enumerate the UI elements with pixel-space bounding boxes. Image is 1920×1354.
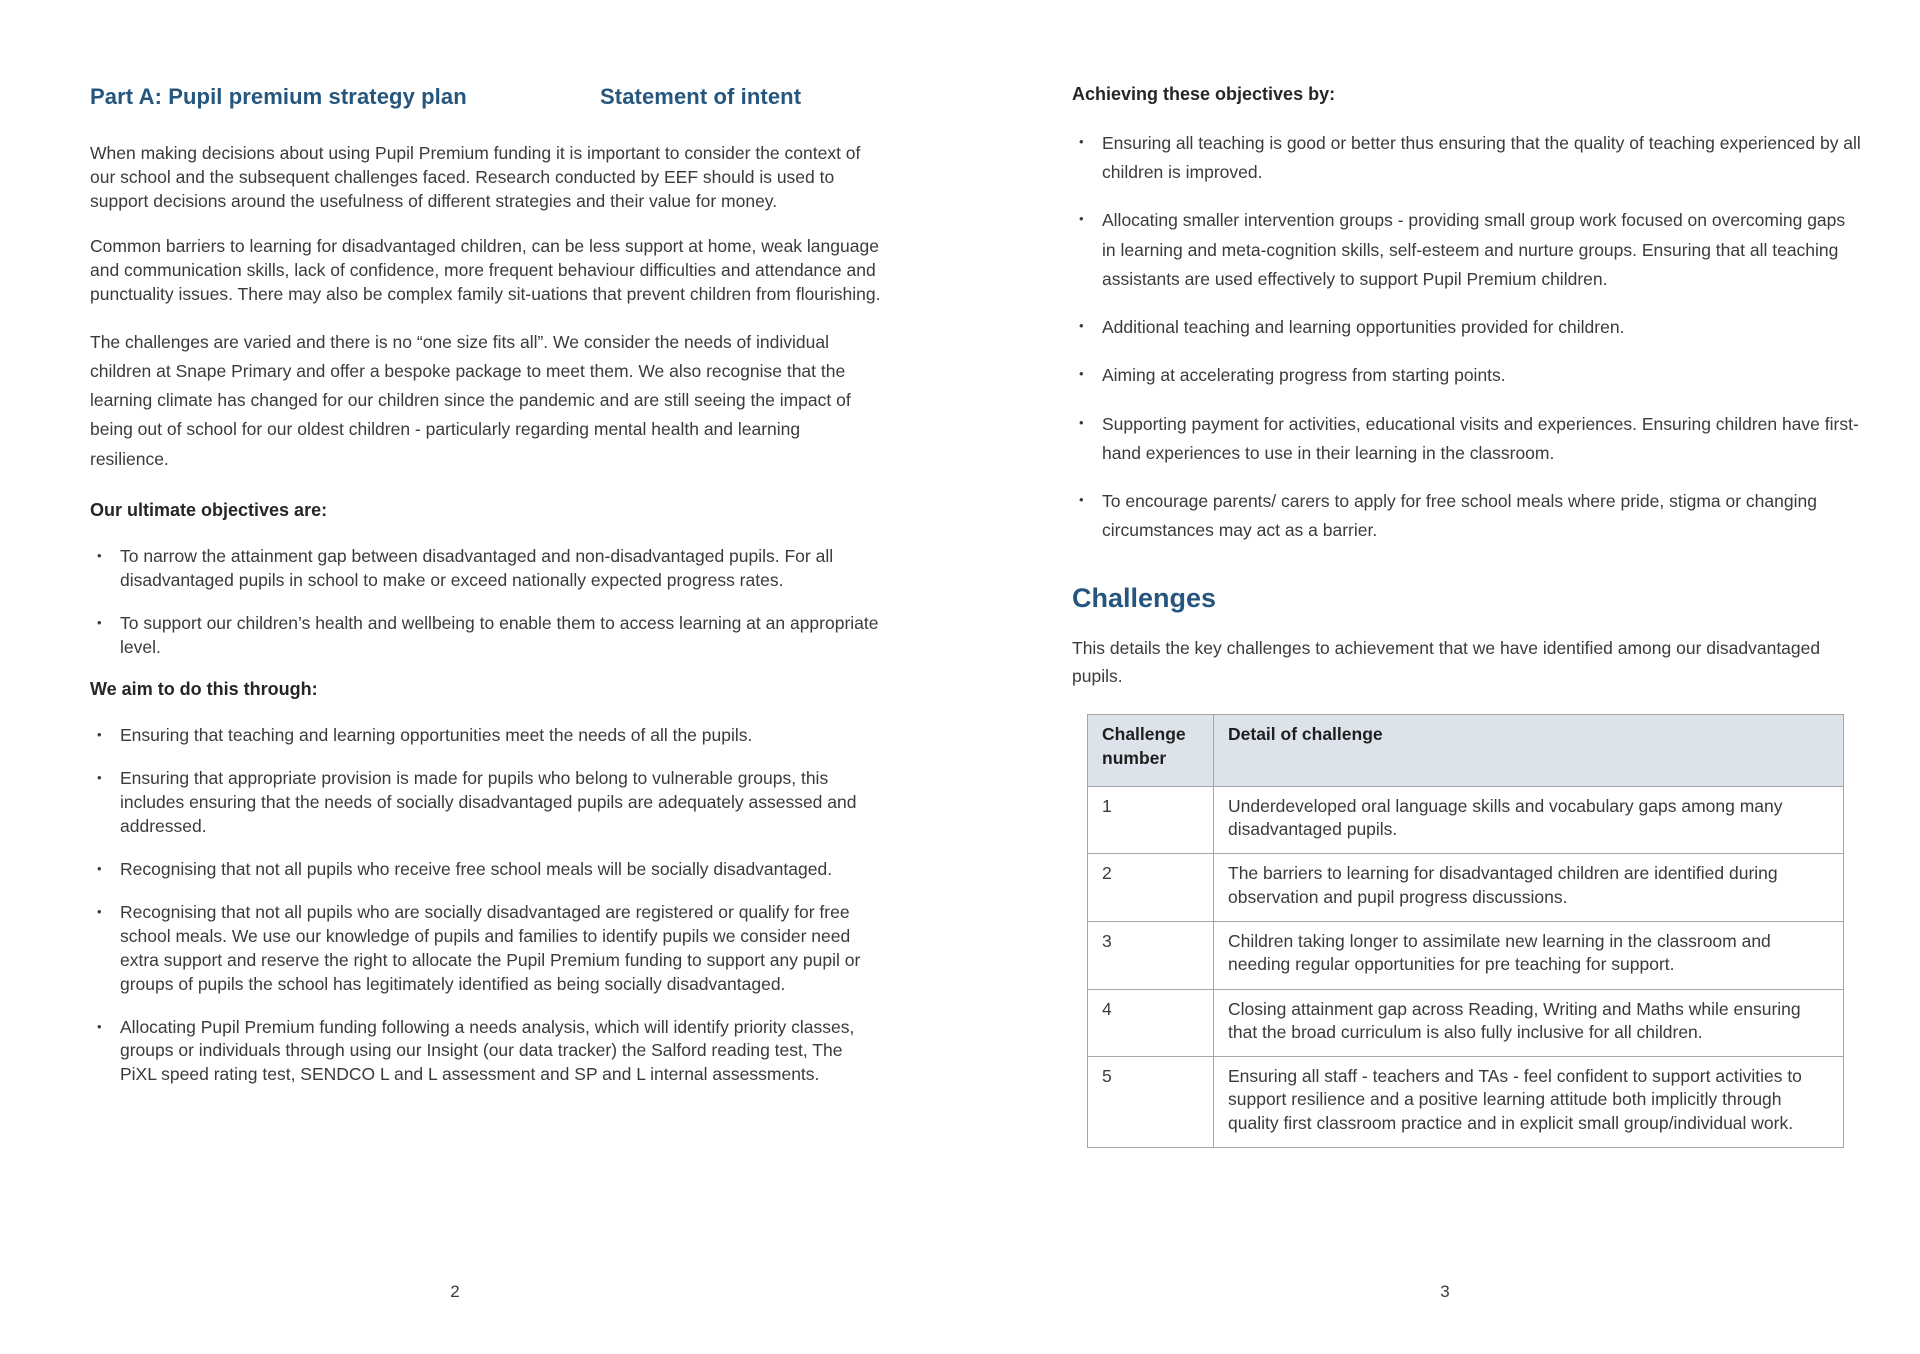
aims-list [90,724,882,1088]
achieving-list [1072,129,1862,545]
challenges-heading: Challenges [1072,583,1217,614]
list-item [1072,361,1862,390]
achieving-text: To encourage parents/ carers to apply for free school meals where pride, stigma or changing circumstances may act as a barrier. [1102,490,1817,541]
challenge-number-cell: 1 [1088,786,1214,854]
achieving-heading: Achieving these objectives by: [1072,84,1336,104]
objectives-list [90,545,882,660]
paragraph-context: When making decisions about using Pupil Premium funding it is important to consider the context of our school and the subsequent challenges faced. Research conducted by EEF should is used to support decisions around the usefulness of different strategies and their value for money. [90,143,861,211]
bullet-icon: • [97,903,102,919]
bullet-icon: • [1079,491,1084,507]
list-item [90,901,882,997]
list-item [90,545,882,593]
list-item [1072,129,1862,187]
table-row [1088,989,1844,1057]
achieving-text: Supporting payment for activities, educational visits and experiences. Ensuring children have first-hand experiences to use in their learning in the classroom. [1102,413,1859,463]
bullet-icon: • [97,547,102,563]
challenge-detail-cell: Ensuring all staff - teachers and TAs - feel confident to support activities to support resilience and a positive learning attitude both implicitly through quality first classroom practice and in explicit small group/individual work. [1214,1057,1844,1148]
challenge-detail-cell: Underdeveloped oral language skills and vocabulary gaps among many disadvantaged pupils. [1214,786,1844,854]
page-3 [1072,0,1862,1354]
paragraph-barriers: Common barriers to learning for disadvantaged children, can be less support at home, weak language and communication skills, lack of confidence, more frequent behaviour difficulties and attendance and punctuality issues. There may also be complex family sit-uations that prevent children from flourishing. [90,235,881,304]
challenges-table [1087,714,1844,1147]
column-header-detail: Detail of challenge [1214,715,1844,787]
challenge-detail-cell: Children taking longer to assimilate new learning in the classroom and needing regular opportunities for pre teaching for support. [1214,922,1844,990]
bullet-icon: • [97,860,102,876]
challenge-number-cell: 5 [1088,1057,1214,1148]
table-row [1088,854,1844,922]
achieving-text: Aiming at accelerating progress from starting points. [1102,365,1506,386]
objective-text: To narrow the attainment gap between disadvantaged and non-disadvantaged pupils. For all disadvantaged pupils in school to make or exceed nationally expected progress rates. [120,545,834,590]
list-item [1072,206,1862,294]
aim-text: Allocating Pupil Premium funding following a needs analysis, which will identify priority classes, groups or individuals through using our Insight (our data tracker) the Salford reading test, The PiXL speed rating test, SENDCO L and L assessment and SP and L internal assessments. [120,1016,855,1085]
bullet-icon: • [97,614,102,630]
achieving-text: Ensuring all teaching is good or better thus ensuring that the quality of teaching experienced by all children is improved. [1102,133,1861,183]
list-item [1072,487,1862,545]
column-header-challenge-number: Challenge number [1088,715,1214,787]
section-heading-row [90,84,882,114]
table-row [1088,922,1844,990]
bullet-icon: • [1079,366,1084,382]
achieving-text: Additional teaching and learning opportunities provided for children. [1102,317,1625,338]
challenge-number-cell: 4 [1088,989,1214,1057]
challenge-number-cell: 2 [1088,854,1214,922]
part-a-heading: Part A: Pupil premium strategy plan [90,84,467,109]
aim-text: Ensuring that appropriate provision is made for pupils who belong to vulnerable groups, this includes ensuring that the needs of socially disadvantaged pupils are adequately assessed and addressed. [120,767,857,836]
objective-text: To support our children’s health and wellbeing to enable them to access learning at an appropriate level. [120,612,879,657]
list-item [90,612,882,660]
aim-text: Recognising that not all pupils who are socially disadvantaged are registered or qualify for free school meals. We use our knowledge of pupils and families to identify pupils we consider need extra support and reserve the right to allocate the Pupil Premium funding to support any pupil or groups of pupils the school has legitimately identified as being socially disadvantaged. [120,901,861,994]
challenges-intro: This details the key challenges to achievement that we have identified among our disadvantaged pupils. [1072,638,1821,687]
bullet-icon: • [1079,414,1084,430]
bullet-icon: • [97,769,102,785]
aim-text: Ensuring that teaching and learning opportunities meet the needs of all the pupils. [120,724,753,745]
objectives-heading: Our ultimate objectives are: [90,499,328,520]
statement-of-intent-heading: Statement of intent [600,84,802,109]
paragraph-challenges-varied: The challenges are varied and there is no “one size fits all”. We consider the needs of individual children at Snape Primary and offer a bespoke package to meet them. We also recognise that the learning climate has changed for our children since the pandemic and are still seeing the impact of being out of school for our oldest children - particularly regarding mental health and learning resilience. [90,331,851,469]
bullet-icon: • [1079,211,1084,227]
page-number: 3 [1440,1282,1450,1301]
aims-heading: We aim to do this through: [90,678,318,699]
bullet-icon: • [1079,318,1084,334]
aim-text: Recognising that not all pupils who receive free school meals will be socially disadvantaged. [120,858,833,879]
challenge-number-cell: 3 [1088,922,1214,990]
bullet-icon: • [97,1018,102,1034]
table-row [1088,786,1844,854]
bullet-icon: • [97,726,102,742]
list-item [90,724,882,748]
challenge-detail-cell: The barriers to learning for disadvantaged children are identified during observation and pupil progress discussions. [1214,854,1844,922]
table-header-row [1088,715,1844,787]
page-number: 2 [450,1282,460,1301]
achieving-text: Allocating smaller intervention groups - providing small group work focused on overcoming gaps in learning and meta-cognition skills, self-esteem and nurture groups. Ensuring that all teaching assistants are used effectively to support Pupil Premium children. [1102,210,1846,289]
page-2 [90,0,882,1354]
challenge-detail-cell: Closing attainment gap across Reading, Writing and Maths while ensuring that the broad curriculum is also fully inclusive for all children. [1214,989,1844,1057]
list-item [90,1016,882,1088]
list-item [90,767,882,839]
list-item [90,858,882,882]
bullet-icon: • [1079,134,1084,149]
list-item [1072,313,1862,342]
list-item [1072,410,1862,468]
table-row [1088,1057,1844,1148]
